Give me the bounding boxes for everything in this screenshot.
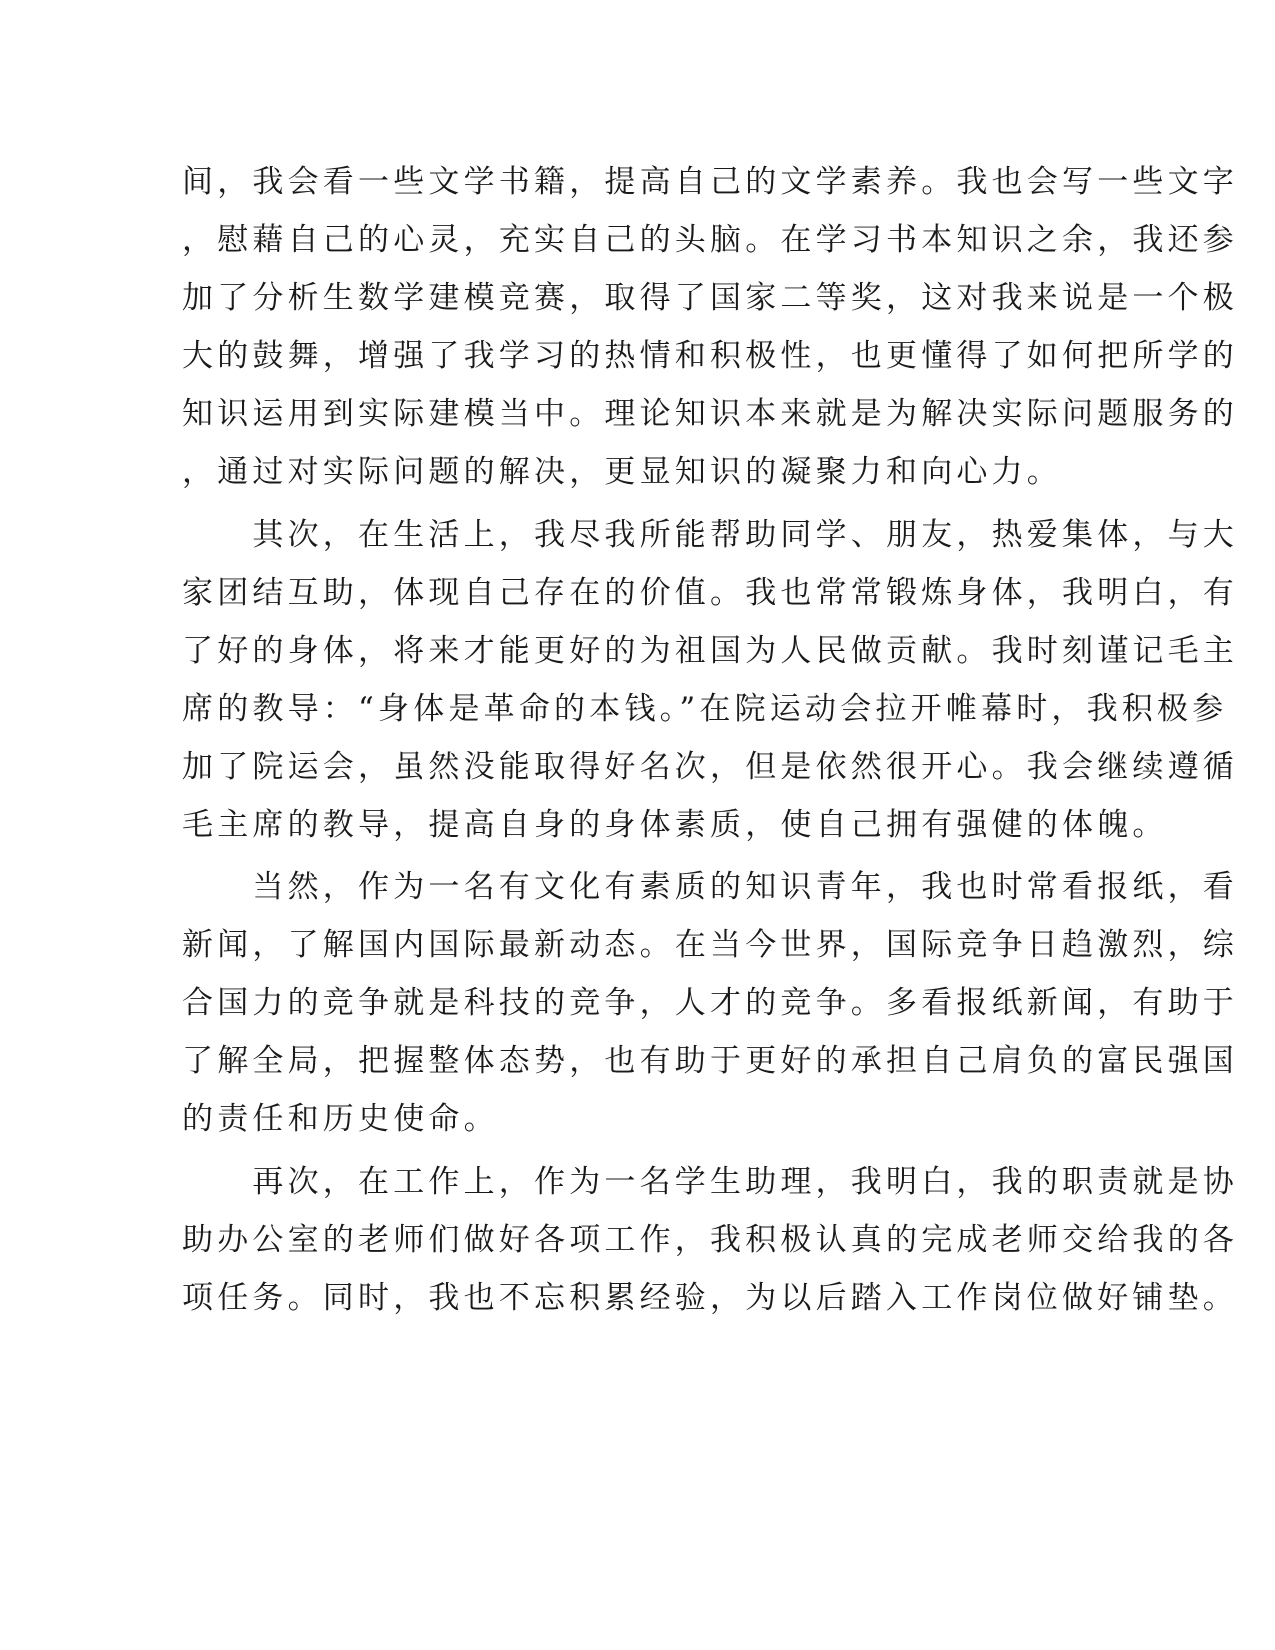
text-line: 项任务。同时，我也不忘积累经验，为以后踏入工作岗位做好铺垫。: [182, 1280, 1238, 1316]
text-line: 大的鼓舞，增强了我学习的热情和积极性，也更懂得了如何把所学的: [182, 338, 1238, 374]
text-line: 加了院运会，虽然没能取得好名次，但是依然很开心。我会继续遵循: [182, 749, 1238, 785]
text-line: 再次，在工作上，作为一名学生助理，我明白，我的职责就是协: [182, 1164, 1238, 1200]
text-line: 合国力的竞争就是科技的竞争，人才的竞争。多看报纸新闻，有助于: [182, 985, 1238, 1021]
text-line: 新闻，了解国内国际最新动态。在当今世界，国际竞争日趋激烈，综: [182, 927, 1238, 963]
text-line: 了好的身体，将来才能更好的为祖国为人民做贡献。我时刻谨记毛主: [182, 633, 1238, 669]
text-line: 知识运用到实际建模当中。理论知识本来就是为解决实际问题服务的: [182, 396, 1238, 432]
text-line: 其次，在生活上，我尽我所能帮助同学、朋友，热爱集体，与大: [182, 517, 1238, 553]
text-line: ，慰藉自己的心灵，充实自己的头脑。在学习书本知识之余，我还参: [182, 222, 1238, 258]
text-line: 的责任和历史使命。: [182, 1101, 499, 1137]
text-line: 席的教导：“身体是革命的本钱。”在院运动会拉开帷幕时，我积极参: [182, 691, 1228, 727]
text-line: 了解全局，把握整体态势，也有助于更好的承担自己肩负的富民强国: [182, 1043, 1238, 1079]
text-line: 家团结互助，体现自己存在的价值。我也常常锻炼身体，我明白，有: [182, 575, 1238, 611]
text-line: 间，我会看一些文学书籍，提高自己的文学素养。我也会写一些文字: [182, 164, 1238, 200]
text-line: 毛主席的教导，提高自身的身体素质，使自己拥有强健的体魄。: [182, 807, 1168, 843]
text-line: 加了分析生数学建模竞赛，取得了国家二等奖，这对我来说是一个极: [182, 280, 1238, 316]
text-line: ，通过对实际问题的解决，更显知识的凝聚力和向心力。: [182, 454, 1062, 490]
text-line: 当然，作为一名有文化有素质的知识青年，我也时常看报纸，看: [182, 869, 1238, 905]
text-line: 助办公室的老师们做好各项工作，我积极认真的完成老师交给我的各: [182, 1222, 1238, 1258]
